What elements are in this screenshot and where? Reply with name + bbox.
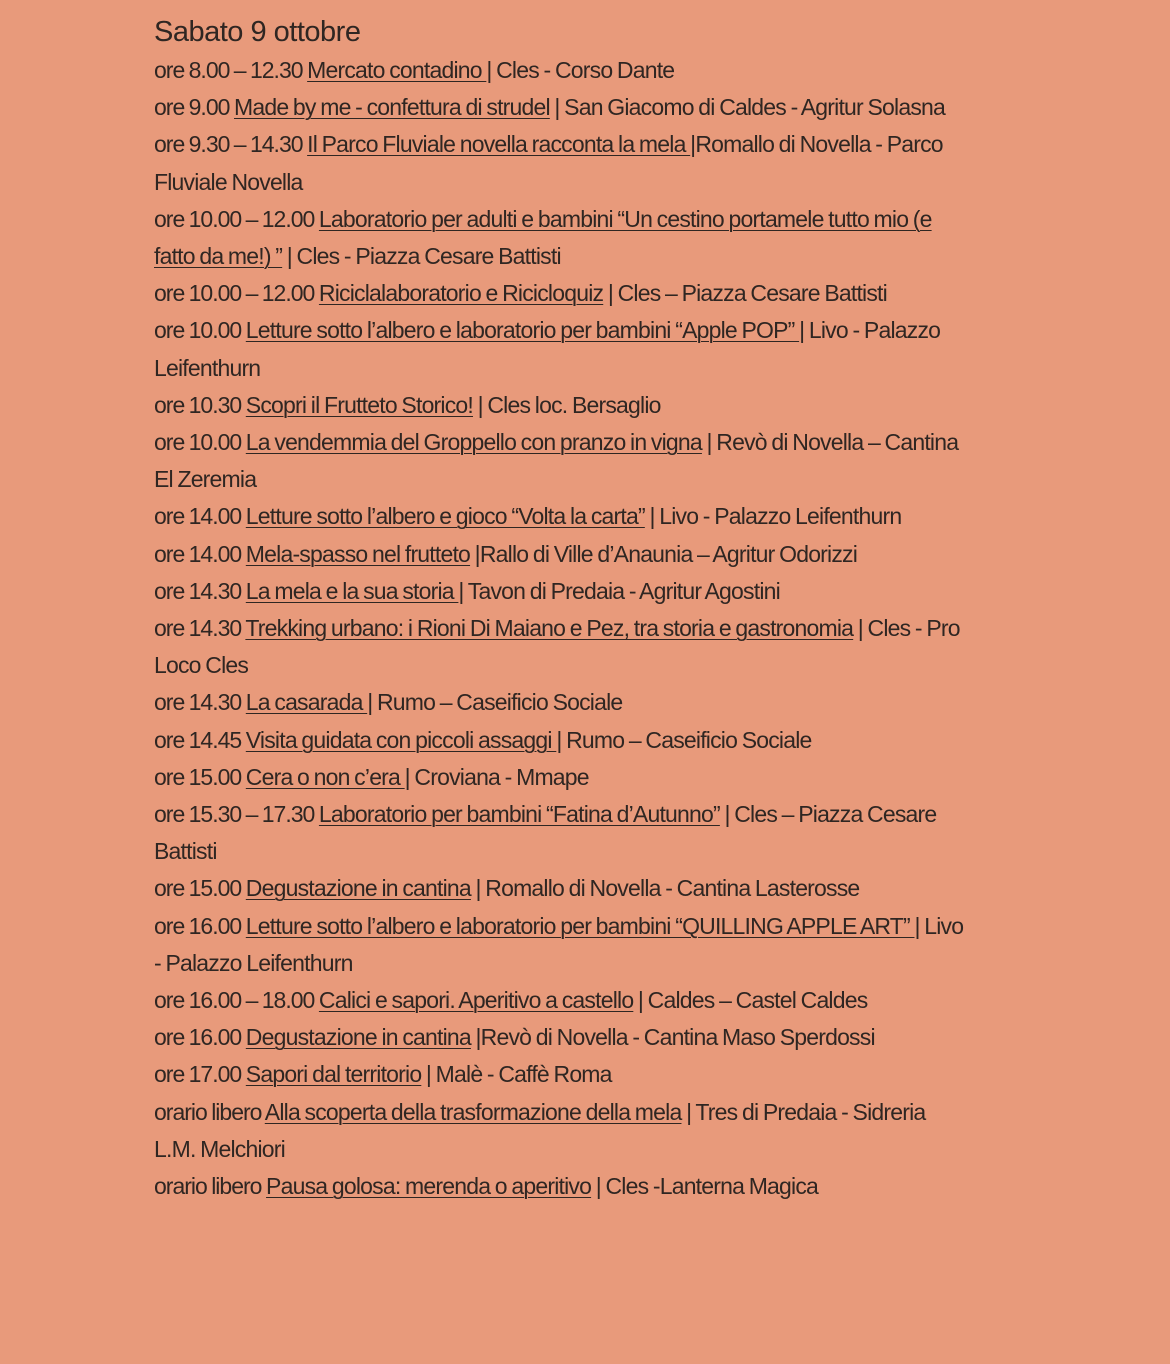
- event-item: [154, 1019, 966, 1056]
- event-location: | Livo - Palazzo Leifenthurn: [154, 317, 941, 381]
- event-title-link[interactable]: La mela e la sua storia: [245, 577, 459, 604]
- event-item: [154, 275, 966, 312]
- event-time: ore 9.00: [154, 94, 230, 121]
- event-time: ore 10.00 – 12.00: [154, 280, 315, 307]
- event-title-link[interactable]: La casarada: [245, 689, 368, 716]
- event-location: | Caldes – Castel Caldes: [637, 987, 868, 1014]
- event-location: |Rallo di Ville d’Anaunia – Agritur Odorizzi: [474, 540, 858, 567]
- event-time: ore 14.30: [154, 615, 242, 642]
- event-time: ore 8.00 – 12.30: [154, 57, 303, 83]
- event-time: ore 17.00: [154, 1061, 242, 1088]
- event-location: | Cles loc. Bersaglio: [477, 391, 661, 418]
- event-time: ore 10.00: [154, 429, 242, 456]
- event-title-link[interactable]: Mercato contadino: [307, 57, 487, 83]
- event-item: [154, 536, 966, 573]
- event-schedule: [154, 14, 966, 1205]
- day-title: Sabato 9 ottobre: [154, 16, 361, 48]
- event-time: ore 10.00 – 12.00: [154, 205, 315, 232]
- event-item: [154, 424, 966, 498]
- event-location: | San Giacomo di Caldes - Agritur Solasna: [554, 94, 946, 121]
- event-item: [154, 1056, 966, 1093]
- event-location: | Livo - Palazzo Leifenthurn: [649, 503, 902, 530]
- event-item: [154, 89, 966, 126]
- event-title-link[interactable]: Laboratorio per adulti e bambini “Un cestino portamele tutto mio (e fatto da me!) ”: [154, 205, 932, 270]
- event-title-link[interactable]: Mela-spasso nel frutteto: [245, 540, 471, 567]
- event-title-link[interactable]: La vendemmia del Groppello con pranzo in vigna: [245, 429, 702, 456]
- event-item: [154, 387, 966, 424]
- event-time: ore 16.00: [154, 912, 242, 939]
- event-location: |Romallo di Novella - Parco Fluviale Novella: [154, 131, 943, 195]
- event-time: ore 10.30: [154, 391, 242, 418]
- event-item: [154, 312, 966, 386]
- event-time: ore 9.30 – 14.30: [154, 131, 303, 158]
- event-title-link[interactable]: Degustazione in cantina: [245, 1024, 471, 1051]
- event-time: ore 10.00: [154, 317, 242, 344]
- event-title-link[interactable]: Letture sotto l’albero e laboratorio per bambini “QUILLING APPLE ART”: [245, 912, 915, 939]
- event-time: orario libero: [154, 1173, 262, 1200]
- event-title-link[interactable]: Cera o non c’era: [245, 763, 405, 790]
- event-item: [154, 1168, 966, 1205]
- event-title-link[interactable]: Riciclalaboratorio e Ricicloquiz: [318, 280, 604, 307]
- event-item: [154, 684, 966, 721]
- event-time: ore 14.00: [154, 540, 242, 567]
- event-item: [154, 1094, 966, 1168]
- event-title-link[interactable]: Degustazione in cantina: [245, 875, 471, 902]
- event-title-link[interactable]: Sapori dal territorio: [245, 1061, 422, 1088]
- event-title-link[interactable]: Visita guidata con piccoli assaggi: [245, 726, 557, 753]
- event-location: | Croviana - Mmape: [404, 763, 589, 790]
- event-title-link[interactable]: Il Parco Fluviale novella racconta la mela: [307, 131, 691, 158]
- event-title-link[interactable]: Laboratorio per bambini “Fatina d’Autunno”: [318, 801, 720, 828]
- event-item: [154, 126, 966, 200]
- event-time: orario libero: [154, 1098, 262, 1125]
- event-location: | Cles - Pro Loco Cles: [154, 615, 960, 679]
- event-time: ore 14.30: [154, 577, 242, 604]
- event-title-link[interactable]: Letture sotto l’albero e gioco “Volta la carta”: [245, 503, 645, 530]
- event-title-link[interactable]: Alla scoperta della trasformazione della mela: [264, 1098, 682, 1125]
- event-item: [154, 610, 966, 684]
- event-time: ore 16.00 – 18.00: [154, 987, 315, 1014]
- event-location: | Romallo di Novella - Cantina Lasterosse: [475, 875, 860, 902]
- event-location: | Livo - Palazzo Leifenthurn: [154, 912, 964, 976]
- event-item: [154, 796, 966, 870]
- event-item: [154, 759, 966, 796]
- event-time: ore 15.30 – 17.30: [154, 801, 315, 828]
- event-location: | Revò di Novella – Cantina El Zeremia: [154, 429, 959, 493]
- event-location: |Revò di Novella - Cantina Maso Sperdossi: [475, 1024, 875, 1051]
- event-title-link[interactable]: Made by me - confettura di strudel: [234, 94, 550, 121]
- event-item: [154, 982, 966, 1019]
- event-time: ore 14.45: [154, 726, 242, 753]
- event-location: | Cles - Piazza Cesare Battisti: [286, 243, 561, 270]
- event-location: | Tavon di Predaia - Agritur Agostini: [458, 577, 780, 604]
- event-title-link[interactable]: Scopri il Frutteto Storico!: [245, 391, 474, 418]
- event-title-link[interactable]: Trekking urbano: i Rioni Di Maiano e Pez, tra storia e gastronomia: [245, 615, 854, 642]
- event-item: [154, 201, 966, 275]
- event-location: | Rumo – Caseificio Sociale: [556, 726, 812, 753]
- event-time: ore 15.00: [154, 763, 242, 790]
- event-time: ore 14.30: [154, 689, 242, 716]
- event-time: ore 14.00: [154, 503, 242, 530]
- event-item: [154, 722, 966, 759]
- event-time: ore 15.00: [154, 875, 242, 902]
- event-location: | Cles -Lanterna Magica: [595, 1173, 819, 1200]
- event-title-link[interactable]: Letture sotto l’albero e laboratorio per bambini “Apple POP”: [245, 317, 800, 344]
- event-location: | Cles - Corso Dante: [486, 57, 675, 83]
- event-item: [154, 573, 966, 610]
- event-item: [154, 908, 966, 982]
- event-location: | Tres di Predaia - Sidreria L.M. Melchiori: [154, 1098, 926, 1162]
- event-list: [154, 52, 966, 1205]
- event-title-link[interactable]: Calici e sapori. Aperitivo a castello: [318, 987, 634, 1014]
- event-item: [154, 498, 966, 535]
- event-item: [154, 52, 966, 89]
- event-title-link[interactable]: Pausa golosa: merenda o aperitivo: [266, 1173, 592, 1200]
- event-time: ore 16.00: [154, 1024, 242, 1051]
- event-location: | Cles – Piazza Cesare Battisti: [607, 280, 887, 307]
- event-item: [154, 870, 966, 907]
- event-location: | Rumo – Caseificio Sociale: [367, 689, 623, 716]
- event-location: | Cles – Piazza Cesare Battisti: [154, 801, 937, 865]
- event-location: | Malè - Caffè Roma: [425, 1061, 612, 1088]
